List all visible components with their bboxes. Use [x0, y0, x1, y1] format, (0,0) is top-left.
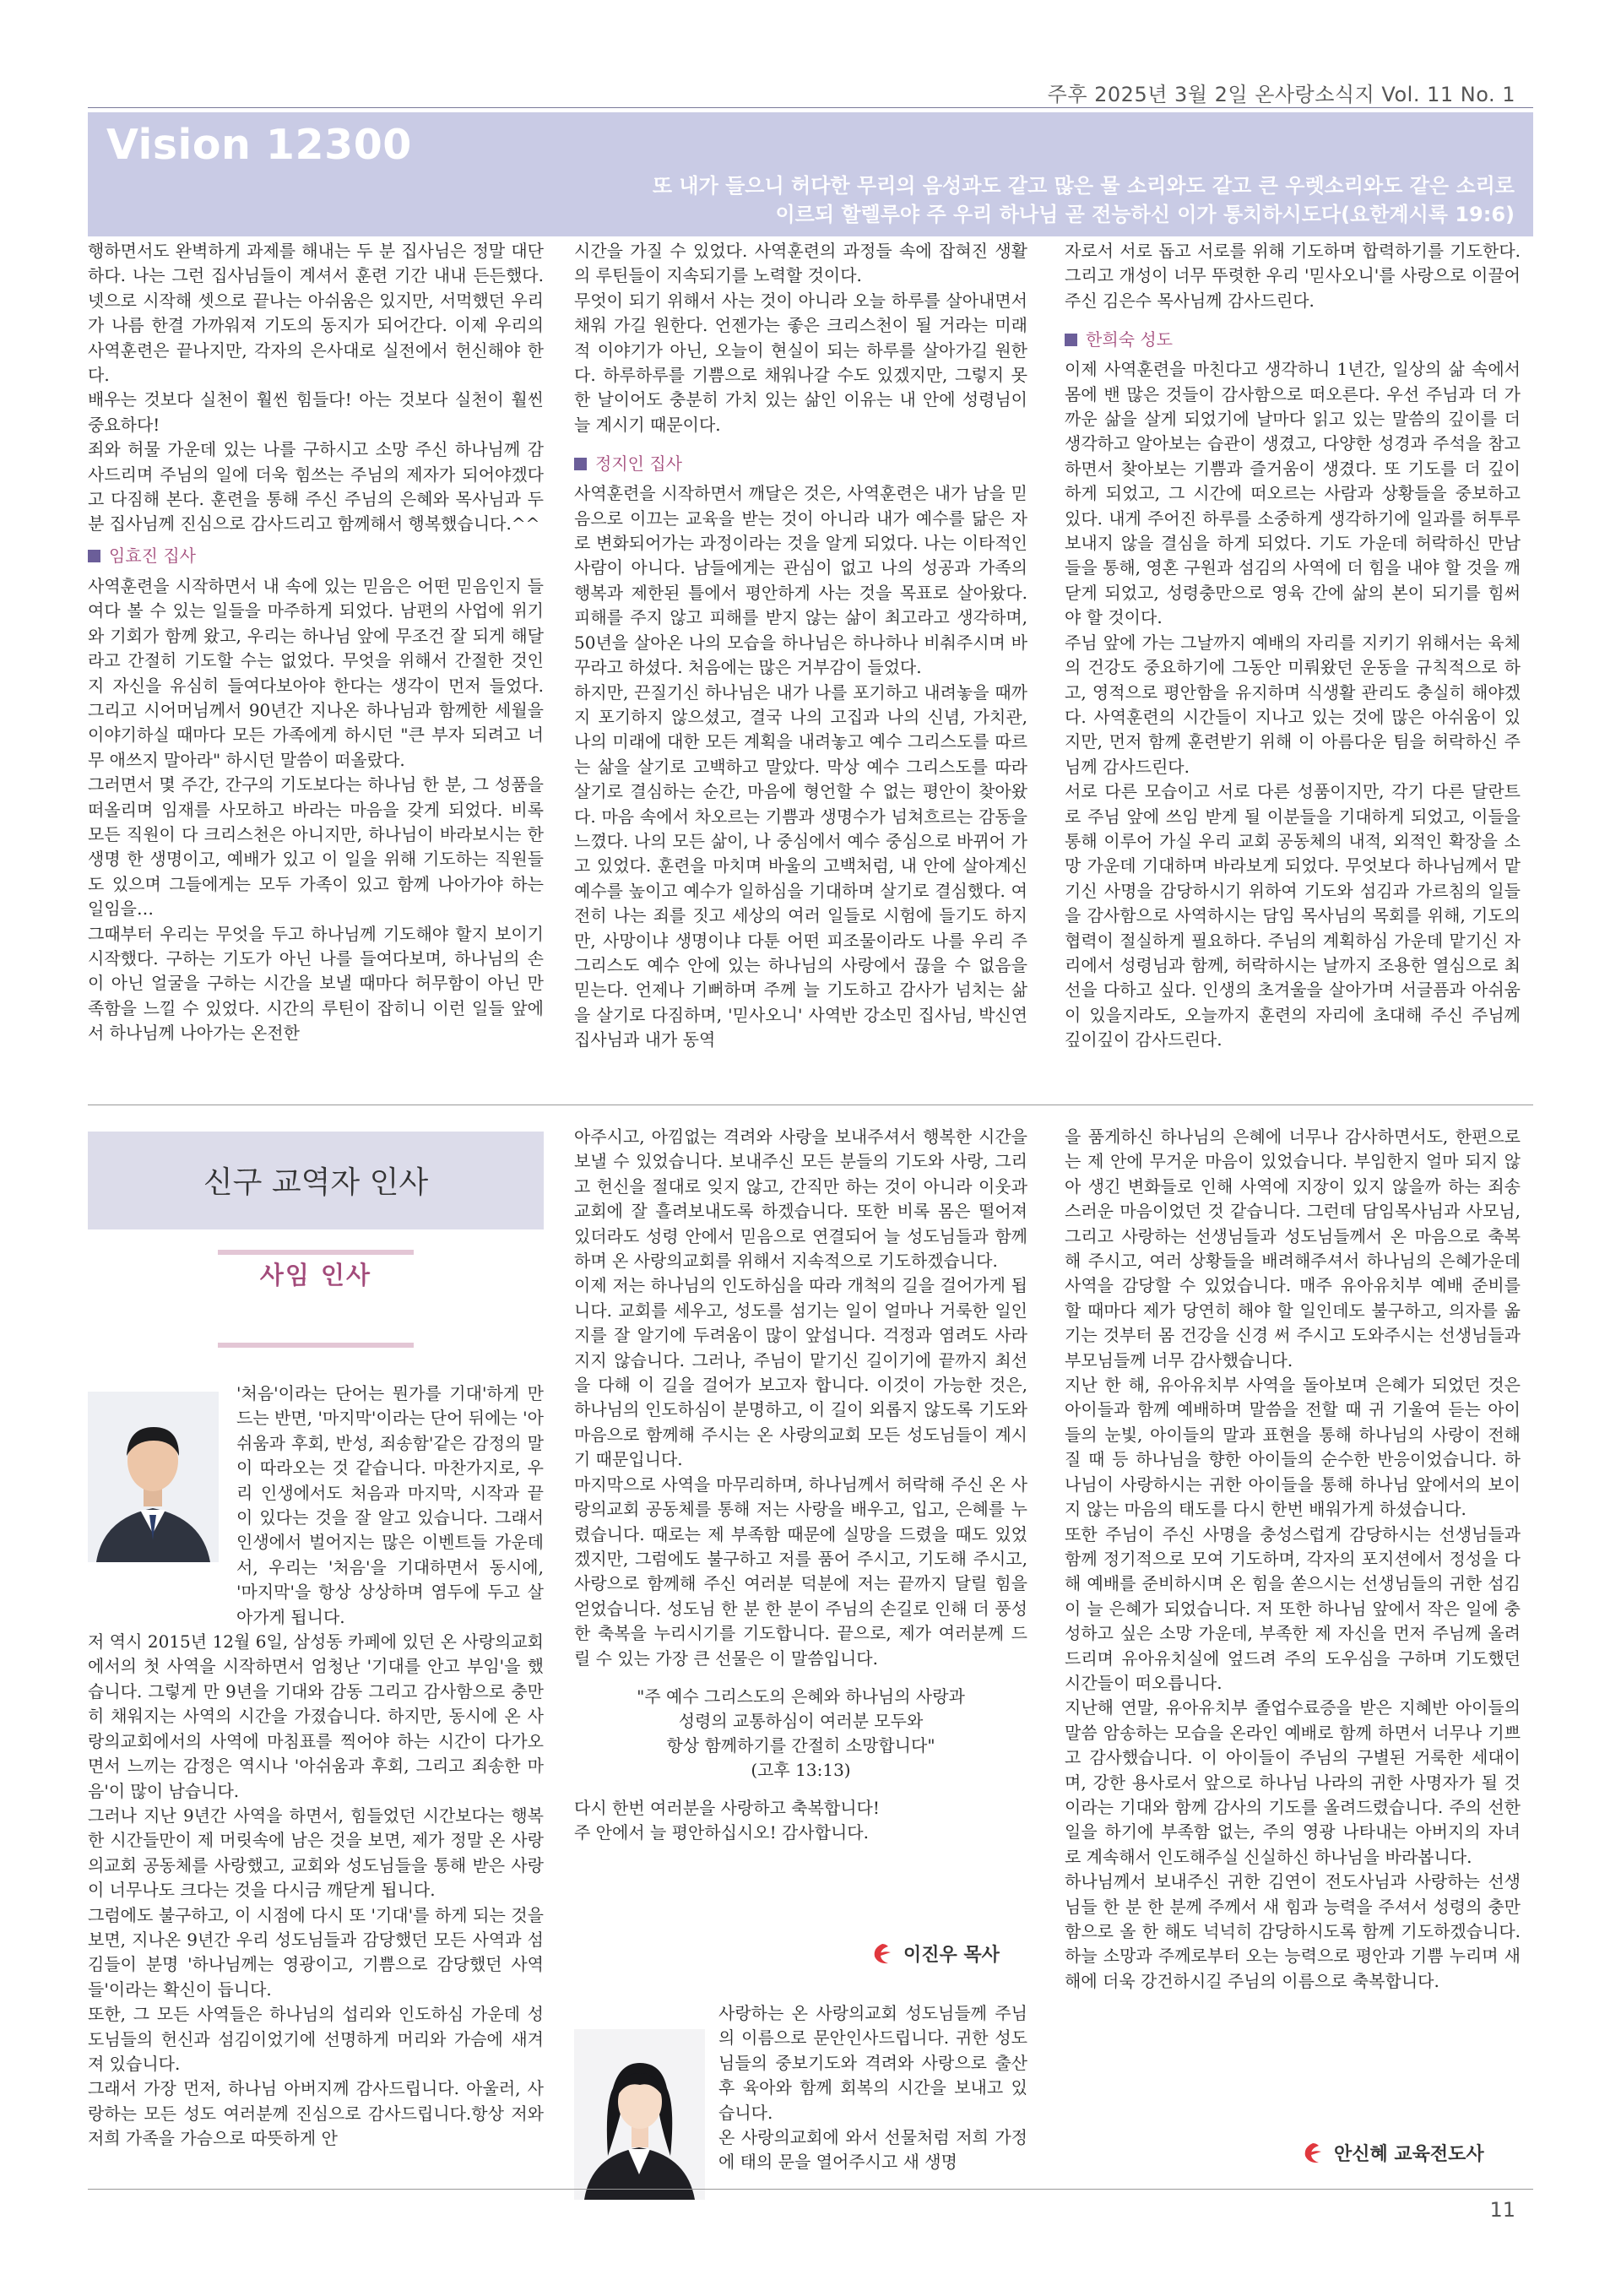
paragraph: '처음'이라는 단어는 뭔가를 기대'하게 만드는 반면, '마지막'이라는 단어 뒤에는 '아쉬움과 후회, 반성, 죄송함'같은 감정의 말이 따라오는 것 같습니다. 마찬가지로, 우리 인생에서도 처음과 마지막, 시작과 끝이 있다는 것을 잘 알고 있습니다. 그래서 인생에서 벌어지는 많은 이벤트들 가운데서, 우리는 '처음'을 기대하면서 동시에, '마지막'을 항상 상상하며 염두에 두고 살아가게 됩니다.	[236, 1383, 544, 1627]
subtitle-rule-bottom	[218, 1343, 414, 1348]
paragraph: 온 사랑의교회에 와서 선물처럼 저희 가정에 태의 문을 열어주시고 새 생명	[718, 2127, 1027, 2173]
page-number: 11	[1489, 2198, 1515, 2222]
paragraph: 주님 앞에 가는 그날까지 예배의 자리를 지키기 위해서는 육체의 건강도 중요하기에 그동안 미뤄왔던 운동을 규칙적으로 하고, 영적으로 평안함을 유지하며 식생활 관리도 충실히 해야겠다. 사역훈련의 시간들이 지나고 있는 것에 많은 아쉬움이 있지만, 먼저 함께 훈련받기 위해 이 아름다운 팀을 허락하신 주님께 감사드린다.	[1065, 632, 1521, 777]
section-heading-text: 한희숙 성도	[1086, 328, 1173, 350]
section-heading	[1065, 325, 1521, 354]
paragraph: 또한 주님이 주신 사명을 충성스럽게 감당하시는 선생님들과 함께 정기적으로 모여 기도하며, 각자의 포지션에서 정성을 다해 예배를 준비하시며 온 힘을 쏟으시는 선생님들의 귀한 섬김이 늘 은혜가 되었습니다. 저 또한 하나님 앞에서 작은 일에 충성하고 싶은 소망 가운데, 부족한 제 자신을 먼저 주님께 올려드리며 유아유치실에 엎드려 주의 도우심을 구하며 기도했던 시간들이 떠오릅니다.	[1065, 1523, 1521, 1693]
section-heading	[88, 542, 544, 571]
bottom-column-2	[574, 1125, 1027, 1969]
paragraph: 행하면서도 완벽하게 과제를 해내는 두 분 집사님은 정말 대단하다. 나는 그런 집사님들이 계셔서 훈련 기간 내내 든든했다. 넷으로 시작해 셋으로 끝나는 아쉬움은 있지만, 서먹했던 우리가 나름 한결 가까워져 기도의 동지가 되어간다. 이제 우리의 사역훈련은 끝나지만, 각자의 은사대로 실전에서 헌신해야 한다.	[88, 241, 544, 386]
paragraph: 저 역시 2015년 12월 6일, 삼성동 카페에 있던 온 사랑의교회에서의 첫 사역을 시작하면서 엄청난 '기대를 안고 부임'을 했습니다. 그렇게 만 9년을 기대와 감동 그리고 감사함으로 충만히 채워지는 사역의 시간을 가졌습니다. 하지만, 동시에 온 사랑의교회에서의 사역에 마침표를 찍어야 하는 시간이 다가오면서 느끼는 감정은 역시나 '아쉬움과 후회, 그리고 죄송한 마음'이 많이 남습니다.	[88, 1631, 544, 1801]
evangelist-photo	[574, 2029, 705, 2200]
vision-banner	[88, 112, 1533, 236]
bible-quote	[574, 1685, 1027, 1783]
paragraph: 서로 다른 모습이고 서로 다른 성품이지만, 각기 다른 달란트로 주님 앞에 쓰임 받게 될 이분들을 기대하게 되었고, 이들을 통해 이루어 가실 우리 교회 공동체의 내적, 외적인 확장을 소망 가운데 기대하며 바라보게 되었다. 무엇보다 하나님께서 맡기신 사명을 감당하시기 위하여 기도와 섬김과 가르침의 일들을 감사함으로 사역하시는 담임 목사님의 목회를 위해, 기도의 협력이 절실하게 필요하다. 주님의 계획하심 가운데 맡기신 자리에서 성령님과 함께, 허락하시는 날까지 조용한 열심으로 최선을 다하고 싶다. 인생의 초겨울을 살아가며 서글픔과 아쉬움이 있을지라도, 오늘까지 훈련의 자리에 초대해 주신 주님께 깊이깊이 감사드린다.	[1065, 781, 1521, 1050]
paragraph: 사역훈련을 시작하면서 내 속에 있는 믿음은 어떤 믿음인지 들여다 볼 수 있는 일들을 마주하게 되었다. 남편의 사업에 위기와 기회가 함께 왔고, 우리는 하나님 앞에 무조건 잘 되게 해달라고 간절히 기도할 수는 없었다. 무엇을 위해서 간절한 것인지 자신을 유심히 들여다보아야 한다는 생각이 먼저 들었다. 그리고 시어머님께서 90년간 지나온 하나님과 함께한 세월을 이야기하실 때마다 모든 가족에게 하시던 "큰 부자 되려고 너무 애쓰지 말아라" 하시던 말씀이 떠올랐다.	[88, 575, 544, 770]
church-logo-icon	[1300, 2141, 1326, 2166]
paragraph: 그래서 가장 먼저, 하나님 아버지께 감사드립니다. 아울러, 사랑하는 모든 성도 여러분께 진심으로 감사드립니다.항상 저와 저희 가족을 가슴으로 따뜻하게 안	[88, 2078, 544, 2149]
bottom-column-3	[1065, 1125, 1521, 2121]
paragraph: 마지막으로 사역을 마무리하며, 하나님께서 허락해 주신 온 사랑의교회 공동체를 통해 저는 사랑을 배우고, 입고, 은혜를 누렸습니다. 때로는 제 부족함 때문에 실망을 드렸을 때도 있었겠지만, 그럼에도 불구하고 저를 품어 주시고, 기도해 주시고, 사랑으로 함께해 주신 여러분 덕분에 저는 끝까지 달릴 힘을 얻었습니다. 성도님 한 분 한 분이 주님의 손길로 인해 더 풍성한 축복을 누리시기를 기도합니다. 끝으로, 제가 여러분께 드릴 수 있는 가장 큰 선물은 이 말씀입니다.	[574, 1474, 1027, 1669]
paragraph: 자로서 서로 돕고 서로를 위해 기도하며 합력하기를 기도한다. 그리고 개성이 너무 뚜렷한 우리 '믿사오니'를 사랑으로 이끌어 주신 김은수 목사님께 감사드린다.	[1065, 241, 1521, 311]
greeting-title: 신구 교역자 인사	[203, 1165, 429, 1200]
paragraph: 그때부터 우리는 무엇을 두고 하나님께 기도해야 할지 보이기 시작했다. 구하는 기도가 아닌 나를 들여다보며, 하나님의 손이 아닌 얼굴을 구하는 시간을 보낼 때마다 허무함이 아닌 만족함을 느낄 수 있었다. 시간의 루틴이 잡히니 이런 일들 앞에서 하나님께 나아가는 온전한	[88, 923, 544, 1044]
signature-evangelist	[1300, 2140, 1484, 2166]
paragraph: 죄와 허물 가운데 있는 나를 구하시고 소망 주신 하나님께 감사드리며 주님의 일에 더욱 힘쓰는 주님의 제자가 되어야겠다고 다짐해 본다. 훈련을 통해 주신 주님의 은혜와 목사님과 두 분 집사님께 진심으로 감사드리고 함께해서 행복했습니다.^^	[88, 439, 544, 535]
bullet-square-icon	[1065, 334, 1077, 346]
paragraph: 무엇이 되기 위해서 사는 것이 아니라 오늘 하루를 살아내면서 채워 가길 원한다. 언젠가는 좋은 크리스천이 될 거라는 미래적 이야기가 아닌, 오늘이 현실이 되는 하루를 살아가길 원한다. 하루하루를 기쁨으로 채워나갈 수도 있겠지만, 그렇지 못한 날이어도 충분히 가치 있는 삶인 이유는 내 안에 성령님이 늘 계시기 때문이다.	[574, 290, 1027, 435]
paragraph: 을 품게하신 하나님의 은혜에 너무나 감사하면서도, 한편으로는 제 안에 무거운 마음이 있었습니다. 부임한지 얼마 되지 않아 생긴 변화들로 인해 사역에 지장이 있지 않을까 하는 죄송스러운 마음이었던 것 같습니다. 그런데 담임목사님과 사모님, 그리고 사랑하는 선생님들과 성도님들께서 온 마음으로 축복해 주시고, 여러 상황들을 배려해주셔서 하나님의 은혜가운데 사역을 감당할 수 있었습니다. 매주 유아유치부 예배 준비를 할 때마다 제가 당연히 해야 할 일인데도 불구하고, 의자를 옮기는 것부터 몸 건강을 신경 써 주시고 도와주시는 선생님들과 부모님들께 너무 감사했습니다.	[1065, 1126, 1521, 1371]
paragraph: 배우는 것보다 실천이 훨씬 힘들다! 아는 것보다 실천이 훨씬 중요하다!	[88, 389, 544, 435]
paragraph: 하나님께서 보내주신 귀한 김연이 전도사님과 사랑하는 선생님들 한 분 한 분께 주께서 새 힘과 능력을 주셔서 성령의 충만함으로 올 한 해도 넉넉히 감당하시도록 함께 기도하겠습니다. 하늘 소망과 주께로부터 오는 능력으로 평안과 기쁨 누리며 새해에 더욱 강건하시길 주님의 이름으로 축복합니다.	[1065, 1871, 1521, 1991]
paragraph: 사랑하는 온 사랑의교회 성도님들께 주님의 이름으로 문안인사드립니다. 귀한 성도님들의 중보기도와 격려와 사랑으로 출산 후 육아와 함께 회복의 시간을 보내고 있습니다.	[718, 2003, 1027, 2123]
paragraph: 그러면서 몇 주간, 간구의 기도보다는 하나님 한 분, 그 성품을 떠올리며 임재를 사모하고 바라는 마음을 갖게 되었다. 비록 모든 직원이 다 크리스천은 아니지만, 하나님이 바라보시는 한 생명 한 생명이고, 예배가 있고 이 일을 위해 기도하는 직원들도 있으며 그들에게는 모두 가족이 있고 함께 나아가야 하는 일임을…	[88, 774, 544, 920]
greeting-title-box	[88, 1132, 544, 1229]
section-heading	[574, 449, 1027, 478]
verse-line-2: 이르되 할렐루야 주 우리 하나님 곧 전능하신 이가 통치하시도다(요한계시록 19:6)	[775, 203, 1515, 226]
quote-line: "주 예수 그리스도의 은혜와 하나님의 사랑과	[637, 1685, 965, 1707]
signature-name: 이진우 목사	[903, 1945, 1000, 1966]
paragraph: 이제 사역훈련을 마친다고 생각하니 1년간, 일상의 삶 속에서 몸에 밴 많은 것들이 감사함으로 떠오른다. 우선 주님과 더 가까운 삶을 살게 되었기에 날마다 읽고 있는 말씀의 깊이를 더 생각하고 알아보는 습관이 생겼고, 다양한 성경과 주석을 참고하면서 찾아보는 기쁨과 즐거움이 생겼다. 또 기도를 더 깊이 하게 되었고, 그 시간에 떠오르는 사람과 상황들을 중보하고 있다. 내게 주어진 하루를 소중하게 생각하기에 일과를 허투루 보내지 않을 결심을 하게 되었다. 기도 가운데 허락하신 만남들을 통해, 영혼 구원과 섬김의 사역에 더 힘을 내야 할 것을 깨닫게 되었고, 성령충만으로 영육 간에 삶의 본이 되기를 힘써야 할 것이다.	[1065, 359, 1521, 628]
section-heading-text: 임효진 집사	[109, 546, 196, 567]
top-column-1	[88, 239, 544, 1092]
bullet-square-icon	[574, 458, 587, 470]
top-column-2	[574, 239, 1027, 1092]
subtitle-rule-top	[218, 1250, 414, 1255]
quote-line: 성령의 교통하심이 여러분 모두와	[678, 1710, 924, 1731]
paragraph: 또한, 그 모든 사역들은 하나님의 섭리와 인도하심 가운데 성도님들의 헌신과 섬김이었기에 선명하게 머리와 가슴에 새겨져 있습니다.	[88, 2004, 544, 2074]
paragraph: 주 안에서 늘 평안하십시오! 감사합니다.	[574, 1822, 869, 1843]
footer-rule	[88, 2189, 1533, 2190]
paragraph: 그럼에도 불구하고, 이 시점에 다시 또 '기대'를 하게 되는 것을 보면, 지나온 9년간 우리 성도님들과 감당했던 모든 사역과 섬김들이 분명 '하나님께는 영광이고, 기쁨으로 감당했던 사역들'이라는 확신이 듭니다.	[88, 1904, 544, 2000]
paragraph: 이제 저는 하나님의 인도하심을 따라 개척의 길을 걸어가게 됩니다. 교회를 세우고, 성도를 섬기는 일이 얼마나 거룩한 일인지를 잘 알기에 두려움이 많이 앞섭니다. 걱정과 염려도 사라지지 않습니다. 그러나, 주님이 맡기신 길이기에 끝까지 최선을 다해 이 길을 걸어가 보고자 합니다. 이것이 가능한 것은, 하나님의 인도하심이 분명하고, 이 길이 외롭지 않도록 기도와 마음으로 함께해 주시는 온 사랑의교회 모든 성도님들이 계시기 때문입니다.	[574, 1275, 1027, 1470]
paragraph: 다시 한번 여러분을 사랑하고 축복합니다!	[574, 1797, 880, 1818]
subtitle: 사임 인사	[259, 1261, 372, 1289]
bottom-column-2-continued	[718, 2001, 1027, 2187]
section-heading-text: 정지인 집사	[595, 453, 682, 474]
paragraph: 사역훈련을 시작하면서 깨달은 것은, 사역훈련은 내가 남을 믿음으로 이끄는 교육을 받는 것이 아니라 내가 예수를 닮은 자로 변화되어가는 과정이라는 것을 알게 되었다. 나는 이타적인 사람이 아니다. 남들에게는 관심이 없고 나의 성공과 가족의 행복과 제한된 틀에서 평안하게 사는 것을 목표로 살아왔다. 피해를 주지 않고 피해를 받지 않는 삶이 최고라고 생각하며, 50년을 살아온 나의 모습을 하나님은 하나하나 비춰주시며 바꾸라고 하셨다. 처음에는 많은 거부감이 들었다.	[574, 483, 1027, 678]
banner-verse	[653, 171, 1515, 229]
bullet-square-icon	[88, 550, 100, 562]
quote-reference: (고후 13:13)	[751, 1759, 851, 1780]
woman-portrait-icon	[574, 2029, 705, 2200]
paragraph: 시간을 가질 수 있었다. 사역훈련의 과정들 속에 잡혀진 생활의 루틴들이 지속되기를 노력할 것이다.	[574, 241, 1027, 286]
paragraph: 아주시고, 아낌없는 격려와 사랑을 보내주셔서 행복한 시간을 보낼 수 있었습니다. 보내주신 모든 분들의 기도와 사랑, 그리고 헌신을 절대로 잊지 않고, 간직만 하는 것이 아니라 이웃과 교회에 잘 흘려보내도록 하겠습니다. 또한 비록 몸은 떨어져 있더라도 성령 안에서 믿음으로 연결되어 늘 성도님들과 함께 하며 온 사랑의교회를 위해서 지속적으로 기도하겠습니다.	[574, 1126, 1027, 1272]
signature-name: 안신혜 교육전도사	[1334, 2144, 1484, 2165]
issue-line: 주후 2025년 3월 2일 온사랑소식지 Vol. 11 No. 1	[1047, 83, 1515, 106]
signature-pastor	[870, 1940, 1000, 1967]
verse-line-1: 또 내가 들으니 허다한 무리의 음성과도 같고 많은 물 소리와도 같고 큰 우렛소리와도 같은 소리로	[652, 174, 1515, 198]
paragraph: 하지만, 끈질기신 하나님은 내가 나를 포기하고 내려놓을 때까지 포기하지 않으셨고, 결국 나의 고집과 나의 신념, 가치관, 나의 미래에 대한 모든 계획을 내려놓고 예수 그리스도를 따르는 삶을 살기로 고백하고 말았다. 막상 예수 그리스도를 따라 살기로 결심하는 순간, 마음에 형언할 수 없는 평안이 찾아왔다. 마음 속에서 차오르는 기쁨과 생명수가 넘쳐흐르는 감동을 느꼈다. 나의 모든 삶이, 나 중심에서 예수 중심으로 바뀌어 가고 있었다. 훈련을 마치며 바울의 고백처럼, 내 안에 살아계신 예수를 높이고 예수가 일하심을 기대하며 살기로 결심했다. 여전히 나는 죄를 짓고 세상의 여러 일들로 시험에 들기도 하지만, 사망이냐 생명이냐 다툰 어떤 피조물이라도 나를 우리 주 그리스도 예수 안에 있는 하나님의 사랑에서 끊을 수 없음을 믿는다. 언제나 기뻐하며 주께 늘 기도하고 감사가 넘치는 삶을 살기로 다짐하며, '믿사오니' 사역반 강소민 집사님, 박신연 집사님과 내가 동역	[574, 681, 1027, 1050]
paragraph: 지난해 연말, 유아유치부 졸업수료증을 받은 지혜반 아이들의 말씀 암송하는 모습을 온라인 예배로 함께 하면서 너무나 기쁘고 감사했습니다. 이 아이들이 주님의 구별된 거룩한 세대이며, 강한 용사로서 앞으로 하나님 나라의 귀한 사명자가 될 것이라는 기대와 함께 감사의 기도를 올려드렸습니다. 주의 선한 일을 하기에 부족함 없는, 주의 영광 나타내는 아버지의 자녀로 계속해서 인도해주실 신실하신 하나님을 바라봅니다.	[1065, 1697, 1521, 1867]
banner-title: Vision 12300	[106, 121, 412, 169]
paragraph: 그러나 지난 9년간 사역을 하면서, 힘들었던 시간보다는 행복한 시간들만이 제 머릿속에 남은 것을 보면, 제가 정말 온 사랑의교회 공동체를 사랑했고, 교회와 성도님들을 통해 받은 사랑이 너무나도 크다는 것을 다시금 깨닫게 됩니다.	[88, 1805, 544, 1901]
top-column-3	[1065, 239, 1521, 1092]
header-rule	[88, 107, 1533, 108]
paragraph: 지난 한 해, 유아유치부 사역을 돌아보며 은혜가 되었던 것은 아이들과 함께 예배하며 말씀을 전할 때 귀 기울여 듣는 아이들의 눈빛, 아이들의 말과 표현을 통해 하나님의 사랑이 전해질 때 등 하나님을 향한 아이들의 순수한 반응이었습니다. 하나님이 사랑하시는 귀한 아이들을 통해 하나님 앞에서의 보이지 않는 마음의 태도를 다시 한번 배워가게 하셨습니다.	[1065, 1375, 1521, 1520]
church-logo-icon	[870, 1941, 895, 1967]
quote-line: 항상 함께하기를 간절히 소망합니다"	[666, 1734, 935, 1756]
bottom-column-1	[88, 1381, 544, 2184]
